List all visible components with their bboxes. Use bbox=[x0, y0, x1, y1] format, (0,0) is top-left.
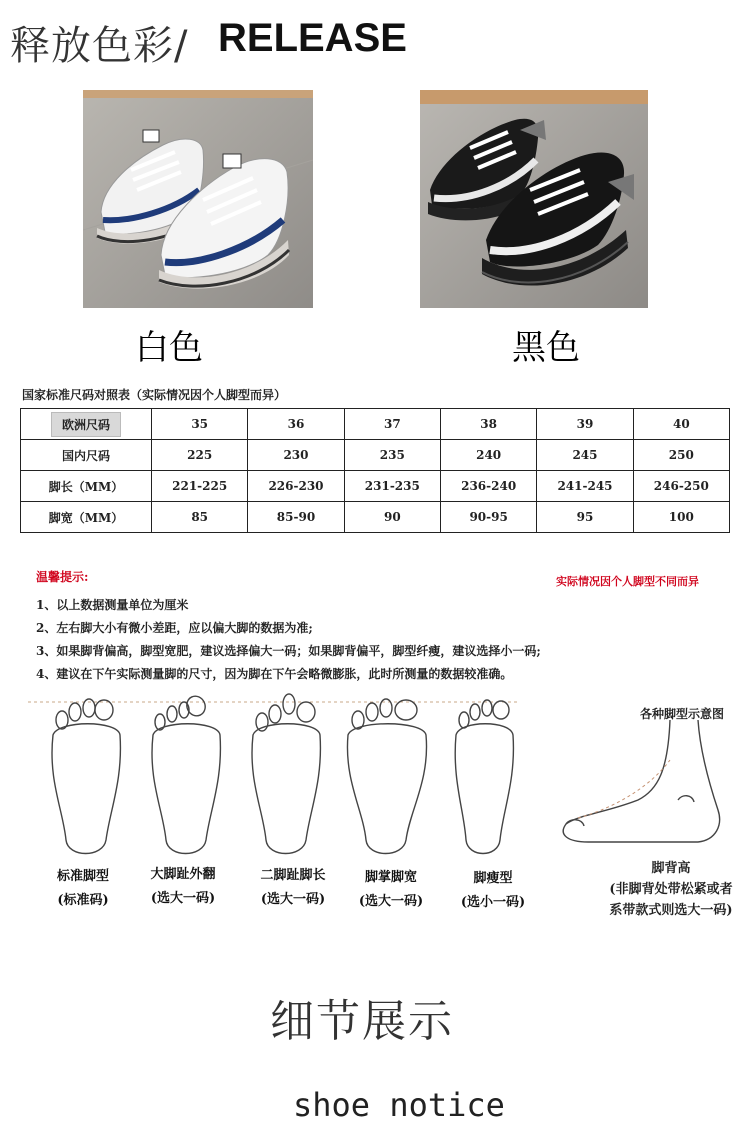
table-cell: 39 bbox=[537, 409, 633, 440]
table-cell: 246-250 bbox=[633, 471, 729, 502]
foot-type-advice: (选小一码) bbox=[460, 895, 526, 910]
foot-type-slim bbox=[438, 867, 548, 915]
table-cell: 35 bbox=[152, 409, 248, 440]
table-row bbox=[21, 409, 730, 440]
slim-foot-icon bbox=[455, 700, 513, 854]
table-row bbox=[21, 502, 730, 533]
foot-type-bunion bbox=[128, 863, 238, 911]
instep-note-1: (非脚背处带松紧或者 bbox=[609, 882, 733, 897]
foot-diagram-caption bbox=[596, 858, 746, 921]
foot-type-advice: (标准码) bbox=[57, 893, 109, 908]
table-cell: 85-90 bbox=[248, 502, 344, 533]
table-cell: 250 bbox=[633, 440, 729, 471]
foot-type-advice: (选大一码) bbox=[358, 894, 424, 909]
detail-heading: 细节展示 bbox=[270, 996, 454, 1047]
table-cell: 36 bbox=[248, 409, 344, 440]
foot-type-name: 标准脚型 bbox=[56, 869, 109, 884]
foot-outlines-illustration bbox=[28, 690, 528, 860]
tips-title: 温馨提示: bbox=[36, 570, 89, 584]
table-cell: 225 bbox=[152, 440, 248, 471]
foot-type-standard bbox=[28, 865, 138, 913]
table-cell: 37 bbox=[344, 409, 440, 440]
title-english: RELEASE bbox=[218, 16, 407, 60]
tip-item: 3、如果脚背偏高，脚型宽肥，建议选择偏大一码；如果脚背偏平，脚型纤瘦，建议选择小一码; bbox=[36, 644, 541, 658]
bunion-foot-icon bbox=[152, 693, 220, 853]
color-label-white: 白色 bbox=[135, 328, 203, 368]
foot-type-name: 脚瘦型 bbox=[473, 871, 513, 886]
table-cell: 95 bbox=[537, 502, 633, 533]
wide-foot-icon bbox=[347, 699, 426, 854]
table-cell: 90-95 bbox=[440, 502, 536, 533]
tips-note: 实际情况因个人脚型不同而异 bbox=[556, 575, 699, 588]
table-cell: 245 bbox=[537, 440, 633, 471]
table-row bbox=[21, 471, 730, 502]
standard-foot-icon bbox=[52, 699, 120, 854]
shoe-notice-heading: shoe notice bbox=[293, 1086, 505, 1124]
foot-type-name: 脚掌脚宽 bbox=[364, 870, 417, 885]
instep-note-2: 系带款式则选大一码) bbox=[609, 903, 733, 918]
foot-type-advice: (选大一码) bbox=[150, 891, 216, 906]
tip-item: 2、左右脚大小有微小差距，应以偏大脚的数据为准; bbox=[36, 621, 313, 635]
table-cell: 240 bbox=[440, 440, 536, 471]
size-chart-table bbox=[20, 408, 730, 533]
foot-type-advice: (选大一码) bbox=[260, 892, 326, 907]
table-cell: 221-225 bbox=[152, 471, 248, 502]
long-second-toe-foot-icon bbox=[252, 694, 320, 854]
tip-item: 4、建议在下午实际测量脚的尺寸，因为脚在下午会略微膨胀，此时所测量的数据较准确。 bbox=[36, 667, 513, 681]
table-cell: 236-240 bbox=[440, 471, 536, 502]
row-header: 脚长（MM） bbox=[21, 471, 152, 502]
instep-label: 脚背高 bbox=[651, 861, 691, 876]
white-sneaker-photo bbox=[83, 90, 313, 308]
foot-type-name: 二脚趾脚长 bbox=[260, 868, 326, 883]
table-cell: 241-245 bbox=[537, 471, 633, 502]
color-label-black: 黑色 bbox=[512, 328, 580, 368]
foot-type-long-toe bbox=[238, 864, 348, 912]
table-cell: 235 bbox=[344, 440, 440, 471]
tip-item: 1、以上数据测量单位为厘米 bbox=[36, 598, 189, 612]
table-cell: 100 bbox=[633, 502, 729, 533]
foot-diagram-title: 各种脚型示意图 bbox=[640, 707, 725, 721]
row-header: 国内尺码 bbox=[21, 440, 152, 471]
table-cell: 226-230 bbox=[248, 471, 344, 502]
table-cell: 38 bbox=[440, 409, 536, 440]
table-cell: 90 bbox=[344, 502, 440, 533]
table-cell: 231-235 bbox=[344, 471, 440, 502]
title-chinese: 释放色彩/ bbox=[10, 23, 189, 69]
row-header: 欧洲尺码 bbox=[51, 412, 121, 437]
table-row bbox=[21, 440, 730, 471]
side-foot-illustration bbox=[548, 720, 738, 850]
table-cell: 230 bbox=[248, 440, 344, 471]
size-table-caption: 国家标准尺码对照表（实际情况因个人脚型而异） bbox=[22, 388, 287, 402]
row-header: 脚宽（MM） bbox=[21, 502, 152, 533]
table-cell: 40 bbox=[633, 409, 729, 440]
table-cell: 85 bbox=[152, 502, 248, 533]
foot-type-wide bbox=[336, 866, 446, 914]
foot-type-name: 大脚趾外翻 bbox=[150, 867, 216, 882]
black-sneaker-photo bbox=[420, 90, 648, 308]
